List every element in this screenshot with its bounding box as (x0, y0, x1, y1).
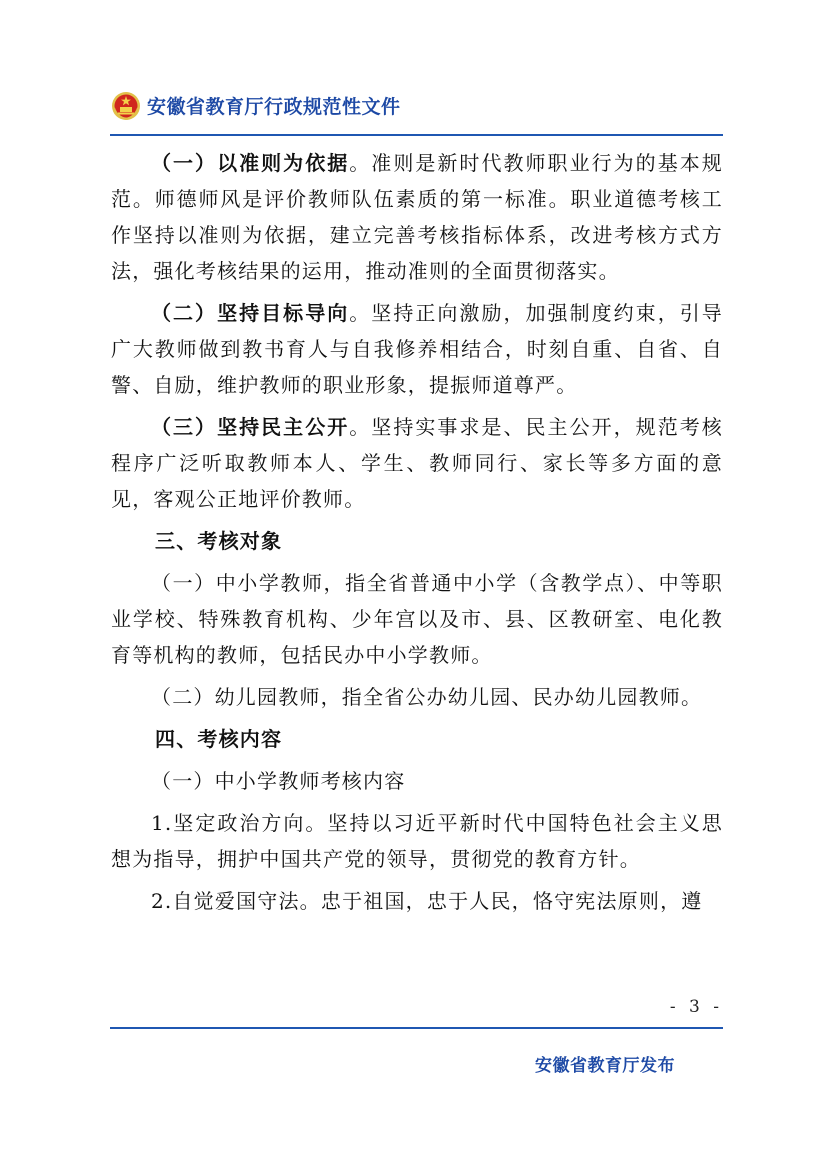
paragraph: （二）幼儿园教师，指全省公办幼儿园、民办幼儿园教师。 (151, 685, 703, 709)
header-title: 安徽省教育厅行政规范性文件 (147, 96, 401, 118)
paragraph-lead: （三）坚持民主公开 (151, 415, 350, 439)
footer-divider (110, 1027, 723, 1029)
document-header (111, 86, 723, 126)
footer-publisher: 安徽省教育厅发布 (535, 1056, 675, 1076)
paragraph: 1.坚定政治方向。坚持以习近平新时代中国特色社会主义思想为指导，拥护中国共产党的领导，贯彻党的教育方针。 (111, 811, 723, 871)
header-divider (110, 134, 723, 136)
paragraph (111, 409, 723, 517)
paragraph: （一）中小学教师，指全省普通中小学（含教学点）、中等职业学校、特殊教育机构、少年宫以及市、县、区教研室、电化教育等机构的教师，包括民办中小学教师。 (111, 571, 723, 667)
paragraph-lead: （二）坚持目标导向 (151, 301, 350, 325)
section-heading: 四、考核内容 (155, 727, 283, 751)
paragraph: （一）中小学教师考核内容 (151, 769, 406, 793)
paragraph-text: 。坚持正向激励，加强制度约束，引导广大教师做到教书育人与自我修养相结合，时刻自重、自省、自警、自励，维护教师的职业形象，提振师道尊严。 (111, 301, 723, 397)
paragraph-text: 。准则是新时代教师职业行为的基本规范。师德师风是评价教师队伍素质的第一标准。职业道德考核工作坚持以准则为依据，建立完善考核指标体系，改进考核方式方法，强化考核结果的运用，推动准则的全面贯彻落实。 (111, 151, 723, 283)
section-heading: 三、考核对象 (155, 529, 283, 553)
paragraph: 2.自觉爱国守法。忠于祖国，忠于人民，恪守宪法原则，遵 (151, 889, 703, 913)
paragraph-lead: （一）以准则为依据 (151, 151, 350, 175)
document-body (111, 145, 723, 919)
paragraph (111, 145, 723, 289)
national-emblem-icon (111, 91, 141, 121)
paragraph (111, 295, 723, 403)
paragraph-text: 。坚持实事求是、民主公开，规范考核程序广泛听取教师本人、学生、教师同行、家长等多方面的意见，客观公正地评价教师。 (111, 415, 723, 511)
page-number: - 3 - (669, 997, 723, 1017)
